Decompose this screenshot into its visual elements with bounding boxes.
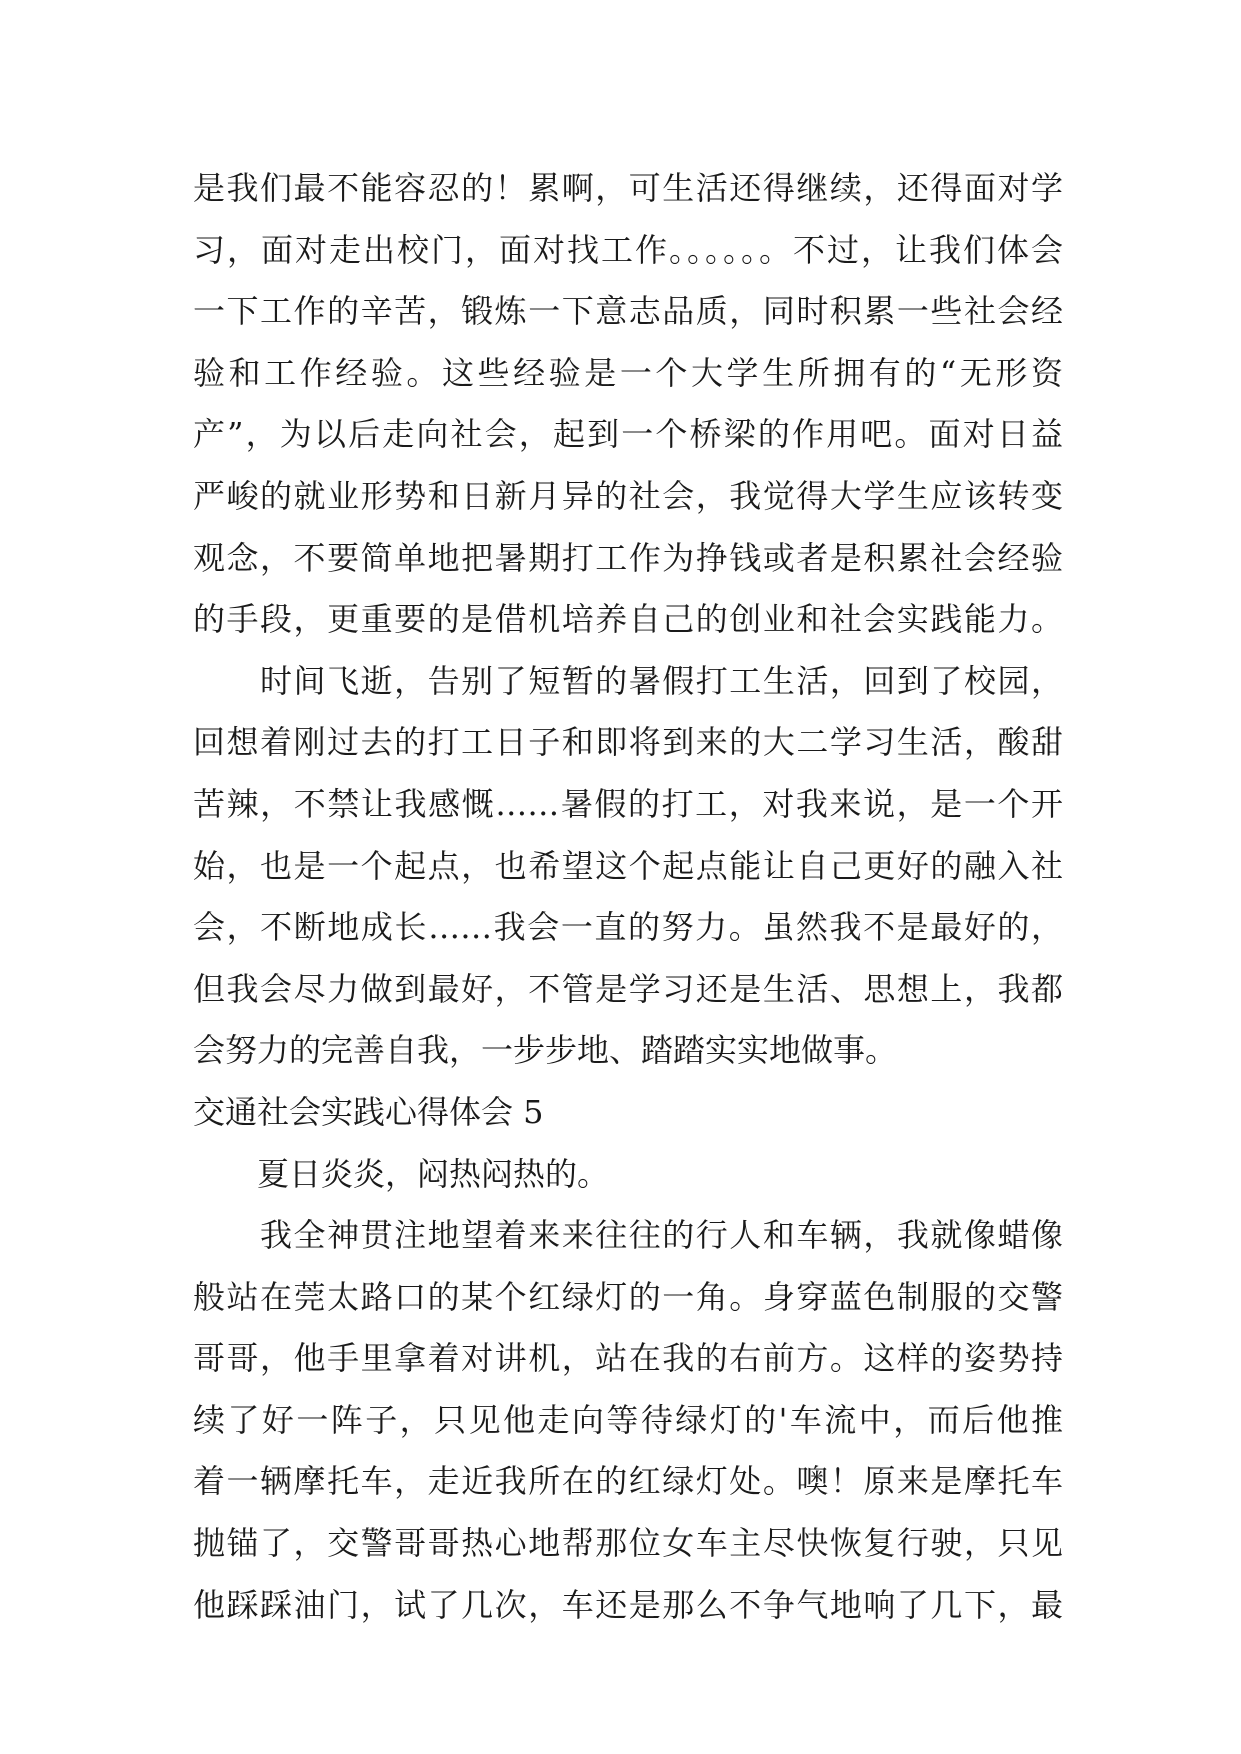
text-line: 着一辆摩托车，走近我所在的红绿灯处。噢！原来是摩托车 bbox=[193, 1462, 1063, 1501]
text-line: 哥哥，他手里拿着对讲机，站在我的右前方。这样的姿势持 bbox=[193, 1339, 1063, 1378]
text-line: 始，也是一个起点，也希望这个起点能让自己更好的融入社 bbox=[193, 846, 1063, 885]
text-line: 会努力的完善自我，一步步地、踏踏实实地做事。 bbox=[193, 1031, 898, 1070]
text-line: 一下工作的辛苦，锻炼一下意志品质，同时积累一些社会经 bbox=[193, 292, 1063, 331]
text-line: 时间飞逝，告别了短暂的暑假打工生活，回到了校园， bbox=[193, 661, 1063, 700]
text-line: 回想着刚过去的打工日子和即将到来的大二学习生活，酸甜 bbox=[193, 723, 1063, 762]
text-line: 观念，不要简单地把暑期打工作为挣钱或者是积累社会经验 bbox=[193, 538, 1063, 577]
text-line: 但我会尽力做到最好，不管是学习还是生活、思想上，我都 bbox=[193, 969, 1063, 1008]
text-line: 他踩踩油门，试了几次，车还是那么不争气地响了几下，最 bbox=[193, 1585, 1063, 1624]
text-line: 产”，为以后走向社会，起到一个桥梁的作用吧。面对日益 bbox=[193, 415, 1063, 454]
text-line: 抛锚了，交警哥哥热心地帮那位女车主尽快恢复行驶，只见 bbox=[193, 1524, 1063, 1563]
text-line: 般站在莞太路口的某个红绿灯的一角。身穿蓝色制服的交警 bbox=[193, 1277, 1063, 1316]
document-body bbox=[193, 158, 1063, 1636]
text-line: 苦辣，不禁让我感慨……暑假的打工，对我来说，是一个开 bbox=[193, 784, 1063, 823]
text-line: 严峻的就业形势和日新月异的社会，我觉得大学生应该转变 bbox=[193, 476, 1063, 515]
section-heading: 交通社会实践心得体会 5 bbox=[193, 1092, 544, 1131]
text-line: 习，面对走出校门，面对找工作。。。。。。不过，让我们体会 bbox=[193, 230, 1063, 269]
text-line: 夏日炎炎，闷热闷热的。 bbox=[193, 1154, 610, 1193]
text-line: 会，不断地成长……我会一直的努力。虽然我不是最好的， bbox=[193, 908, 1063, 947]
text-line: 我全神贯注地望着来来往往的行人和车辆，我就像蜡像 bbox=[193, 1216, 1063, 1255]
text-line: 验和工作经验。这些经验是一个大学生所拥有的“无形资 bbox=[193, 353, 1063, 392]
text-line: 是我们最不能容忍的！累啊，可生活还得继续，还得面对学 bbox=[193, 169, 1063, 207]
text-line: 续了好一阵子，只见他走向等待绿灯的'车流中，而后他推 bbox=[193, 1400, 1063, 1439]
text-line: 的手段，更重要的是借机培养自己的创业和社会实践能力。 bbox=[193, 600, 1063, 639]
